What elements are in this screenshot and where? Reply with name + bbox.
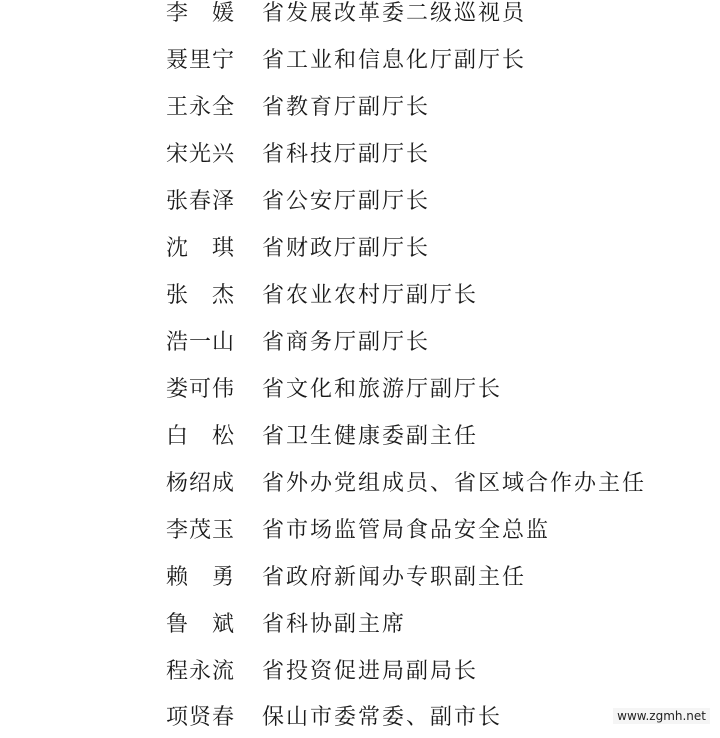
person-name: 杨绍成 xyxy=(166,471,236,496)
person-title: 省投资促进局副局长 xyxy=(262,659,479,684)
person-name: 张 杰 xyxy=(166,283,236,308)
person-name: 宋光兴 xyxy=(166,142,236,167)
list-item xyxy=(0,698,720,738)
list-item xyxy=(0,323,720,363)
person-name: 李 媛 xyxy=(166,1,236,26)
person-title: 省教育厅副厅长 xyxy=(262,95,431,120)
person-title: 保山市委常委、副市长 xyxy=(262,705,503,730)
person-name: 李茂玉 xyxy=(166,518,236,543)
list-item xyxy=(0,229,720,269)
person-title: 省发展改革委二级巡视员 xyxy=(262,1,527,26)
person-name: 王永全 xyxy=(166,95,236,120)
person-title: 省卫生健康委副主任 xyxy=(262,424,479,449)
person-title: 省财政厅副厅长 xyxy=(262,236,431,261)
list-item xyxy=(0,417,720,457)
list-item xyxy=(0,652,720,692)
person-name: 程永流 xyxy=(166,659,236,684)
list-item xyxy=(0,464,720,504)
person-title: 省市场监管局食品安全总监 xyxy=(262,518,551,543)
person-name: 项贤春 xyxy=(166,705,236,730)
list-item xyxy=(0,0,720,34)
list-item xyxy=(0,605,720,645)
person-name: 赖 勇 xyxy=(166,565,236,590)
person-name: 聂里宁 xyxy=(166,48,236,73)
list-item xyxy=(0,558,720,598)
person-title: 省农业农村厅副厅长 xyxy=(262,283,479,308)
list-item xyxy=(0,41,720,81)
person-name: 鲁 斌 xyxy=(166,612,236,637)
list-item xyxy=(0,511,720,551)
person-title: 省工业和信息化厅副厅长 xyxy=(262,48,527,73)
list-item xyxy=(0,182,720,222)
person-title: 省政府新闻办专职副主任 xyxy=(262,565,527,590)
person-title: 省科协副主席 xyxy=(262,612,407,637)
list-item xyxy=(0,88,720,128)
list-item xyxy=(0,370,720,410)
site-watermark: www.zgmh.net xyxy=(613,708,710,724)
person-name: 白 松 xyxy=(166,424,236,449)
list-item xyxy=(0,276,720,316)
person-name: 沈 琪 xyxy=(166,236,236,261)
person-name: 张春泽 xyxy=(166,189,236,214)
person-name: 娄可伟 xyxy=(166,377,236,402)
person-title: 省公安厅副厅长 xyxy=(262,189,431,214)
person-title: 省商务厅副厅长 xyxy=(262,330,431,355)
list-item xyxy=(0,135,720,175)
person-title: 省文化和旅游厅副厅长 xyxy=(262,377,503,402)
person-title: 省科技厅副厅长 xyxy=(262,142,431,167)
person-name: 浩一山 xyxy=(166,330,236,355)
person-title: 省外办党组成员、省区域合作办主任 xyxy=(262,471,647,496)
